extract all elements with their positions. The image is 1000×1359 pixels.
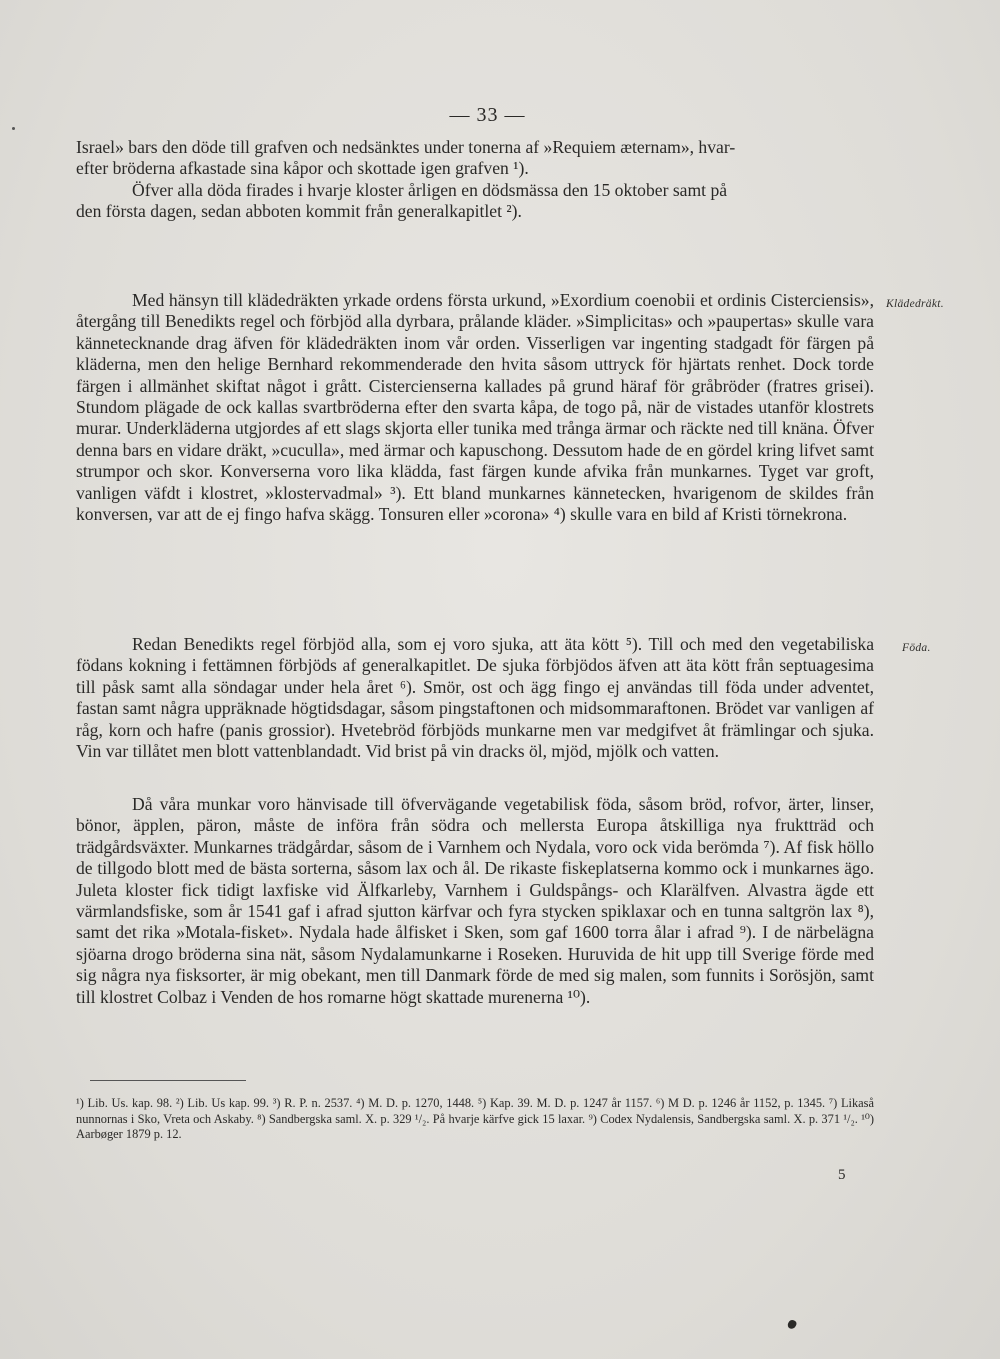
foda-paragraph-1: Redan Benedikts regel förbjöd alla, som ej voro sjuka, att äta kött ⁵). Till och med den vegetabiliska födans kokning i fettämnen förbjöds af generalkapitlet. De sjuka förbjödos äfven att äta kött från septuagesima till påsk samt alla söndagar under hela året ⁶). Smör, ost och ägg fingo ej användas till föda under adventet, fastan samt några uppräknade högtidsdagar, såsom pingstaftonen och midsommaraftonen. Brödet var vanligen af råg, korn och hafre (panis grossior). Hvetebröd förbjöds munkarne men var medgifvet åt främlingar och sjuka. Vin var tillåtet men blott vattenblandadt. Vid brist på vin dracks öl, mjöd, mjölk och vatten. <box>76 634 874 762</box>
intro-paragraph <box>76 137 874 223</box>
ink-speck <box>12 127 15 130</box>
page-number: — 33 — <box>449 104 526 126</box>
margin-note-kladedrakt: Klädedräkt. <box>886 298 944 310</box>
intro-line: Israel» bars den döde till grafven och nedsänktes under tonerna af »Requiem æternam», hvar- <box>76 137 736 157</box>
footnotes: ¹) Lib. Us. kap. 98. ²) Lib. Us kap. 99. ³) R. P. n. 2537. ⁴) M. D. p. 1270, 1448. ⁵) Kap. 39. M. D. p. 1247 år 1157. ⁶) M D. p. 1246 år 1152, p. 1345. ⁷) Likaså nunnornas i Sko, Vreta och Askaby. ⁸) Sandbergska saml. X. p. 329 ¹/₂. På hvarje kärfve gick 15 laxar. ⁹) Codex Nydalensis, Sandbergska saml. X. p. 371 ¹/₂. ¹⁰) Aarbøger 1879 p. 12. <box>76 1096 874 1142</box>
margin-note-foda: Föda. <box>902 642 931 654</box>
intro-line: den första dagen, sedan abboten kommit från generalkapitlet ²). <box>76 201 522 222</box>
ink-blot <box>786 1319 797 1331</box>
foda-paragraph-2: Då våra munkar voro hänvisade till öfvervägande vegetabilisk föda, såsom bröd, rofvor, ärter, linser, bönor, äpplen, päron, måste de införa från södra och mellersta Europa åtskilliga nya fruktträd och trädgårdsväxter. Munkarnes trädgårdar, såsom de i Varnhem och Nydala, voro ock vida berömda ⁷). Af fisk höllo de tillgodo blott med de bästa sorterna, såsom lax och ål. De rikaste fiskeplatserna kommo ock i munkarnes ägo. Juleta kloster fick tidigt laxfiske vid Älfkarleby, Varnhem i Guldspångs- och Klarälfven. Alvastra ägde ett värmlandsfiske, som år 1541 gaf i afrad sjutton kärfvar och fyra stycken spiklaxar och en tunna saltgrön lax ⁸), samt det rika »Motala-fisket». Nydala hade ålfisket i Sken, som gaf 1600 torra ålar i afrad ⁹). I de närbelägna sjöarna drogo bröderna sina nät, såsom Nydalamunkarne i Roseken. Huruvida de hit upp till Sverige förde med sig några nya fisksorter, är mig obekant, men till Danmark förde de med sig malen, som funnits i Sorösjön, samt till klostret Colbaz i Venden de hos romarne högt skattade murenerna ¹⁰). <box>76 794 874 1007</box>
footnote-divider <box>90 1080 246 1081</box>
intro-line: Öfver alla döda firades i hvarje kloster årligen en dödsmässa den 15 oktober samt på <box>132 179 728 200</box>
kladedrakt-paragraph: Med hänsyn till klädedräkten yrkade ordens första urkund, »Exordium coenobii et ordinis Cisterciensis», återgång till Benedikts regel och förbjöd alla dyrbara, prålande kläder. »Simplicitas» och »paupertas» skulle vara kännetecknande drag äfven för klädedräkten inom vår orden. Visserligen var ingenting stadgadt för färgen på kläderna, men den helige Bernhard rekommenderade den hvita såsom uttryck för hjärtats renhet. Dock torde färgen i allmänhet skiftat något i grått. Cistercienserna kallades på grund häraf för gråbröder (fratres grisei). Stundom plägade de ock kallas svartbröderna efter den svarta kåpa, de togo på, när de vistades utanför klostrets murar. Underkläderna utgjordes af ett slags skjorta eller tunika med trånga ärmar och räckte ned till knäna. Öfver denna bars en vidare dräkt, »cuculla», med ärmar och kapuschong. Dessutom hade de en gördel kring lifvet samt strumpor och skor. Konverserna voro lika klädda, fast färgen kunde afvika från munkarnes. Tyget var groft, vanligen väfdt i klostret, »klostervadmal» ³). Ett bland munkarnes kännetecken, hvarigenom de skildes från konversen, var att de ej fingo hafva skägg. Tonsuren eller »corona» ⁴) skulle vara en bild af Kristi törnekrona. <box>76 290 874 525</box>
intro-line: efter bröderna afkastade sina kåpor och skottade igen grafven ¹). <box>76 158 529 179</box>
sheet-signature: 5 <box>838 1167 846 1183</box>
